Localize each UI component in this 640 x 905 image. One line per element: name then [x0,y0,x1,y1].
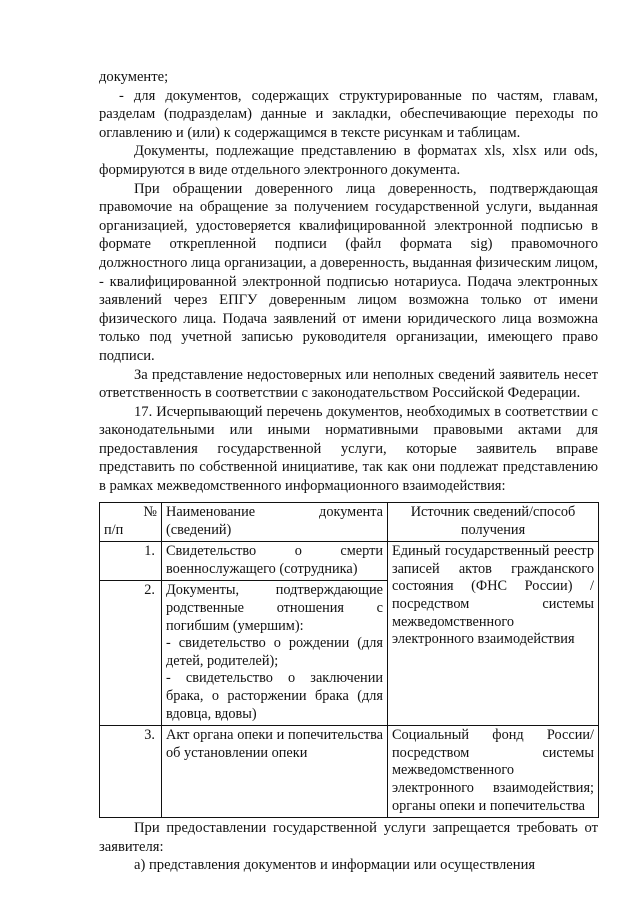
row-name-line: Акт органа опеки и попечительства об установлении опеки [166,727,383,761]
row-name-line: - свидетельство о заключении брака, о расторжении брака (для вдовца, вдовы) [166,670,383,722]
row-source-line: Единый государственный реестр записей актов гражданского состояния (ФНС России) / посредством системы межведомственного электронного взаимодействия [392,543,594,648]
text-block-bottom [99,819,598,875]
row-name [162,581,388,726]
row-name [162,542,388,581]
paragraph: За представление недостоверных или неполных сведений заявитель несет ответственность в соответствии с законодательством Российской Федерации. [99,366,598,402]
paragraph: При обращении доверенного лица доверенность, подтверждающая правомочие на обращение за получением государственной услуги, выданная организацией, удостоверяется квалифицированной электронной подписью в формате открепленной подписи (файл формата sig) правомочного должностного лица организации, а доверенность, выданная физическим лицом, - квалифицированной электронной подписью нотариуса. Подача электронных заявлений через ЕПГУ доверенным лицом возможна только от имени физического лица. Подача заявлений от имени юридического лица возможна только под учетной записью руководителя организации, имеющего право подписи. [99,180,598,364]
row-num: 3. [100,726,162,818]
table-row [100,542,599,581]
paragraph: - для документов, содержащих структурированные по частям, главам, разделам (подразделам) данные и закладки, обеспечивающие переходы по оглавлению и (или) к содержащимся в тексте рисункам и таблицам. [99,87,598,141]
row-source-line: Социальный фонд России/ посредством системы межведомственного электронного взаимодействия; органы опеки и попечительства [392,727,594,814]
header-source-text: Источник сведений/способ получения [410,504,576,538]
paragraph: Документы, подлежащие представлению в форматах xls, xlsx или ods, формируются в виде отдельного электронного документа. [99,143,598,178]
text-block-top [99,68,598,496]
header-source [388,503,599,542]
header-num-line2: п/п [104,521,124,538]
paragraph: а) представления документов и информации или осуществления [134,857,536,874]
table-header-row [100,503,599,542]
row-name-line: - свидетельство о рождении (для детей, родителей); [166,635,383,669]
row-source [388,726,599,818]
paragraph: 17. Исчерпывающий перечень документов, необходимых в соответствии с законодательными или иными нормативными правовыми актами для предоставления государственной услуги, которые заявитель вправе представить по собственной инициативе, так как они подлежат представлению в рамках межведомственного информационного взаимодействия: [99,403,598,495]
row-name [162,726,388,818]
table-row [100,726,599,818]
header-name [162,503,388,542]
row-num: 1. [100,542,162,581]
paragraph: документе; [99,69,169,85]
paragraph: При предоставлении государственной услуги запрещается требовать от заявителя: [99,820,598,855]
header-num-line1: № [143,504,157,520]
header-name-text: Наименование документа (сведений) [166,504,383,538]
header-num [100,503,162,542]
row-num: 2. [100,581,162,726]
row-name-line: Документы, подтверждающие родственные отношения с погибшим (умершим): [166,582,383,634]
documents-table [99,502,599,818]
row-source [388,542,599,726]
row-name-line: Свидетельство о смерти военнослужащего (сотрудника) [166,543,383,577]
